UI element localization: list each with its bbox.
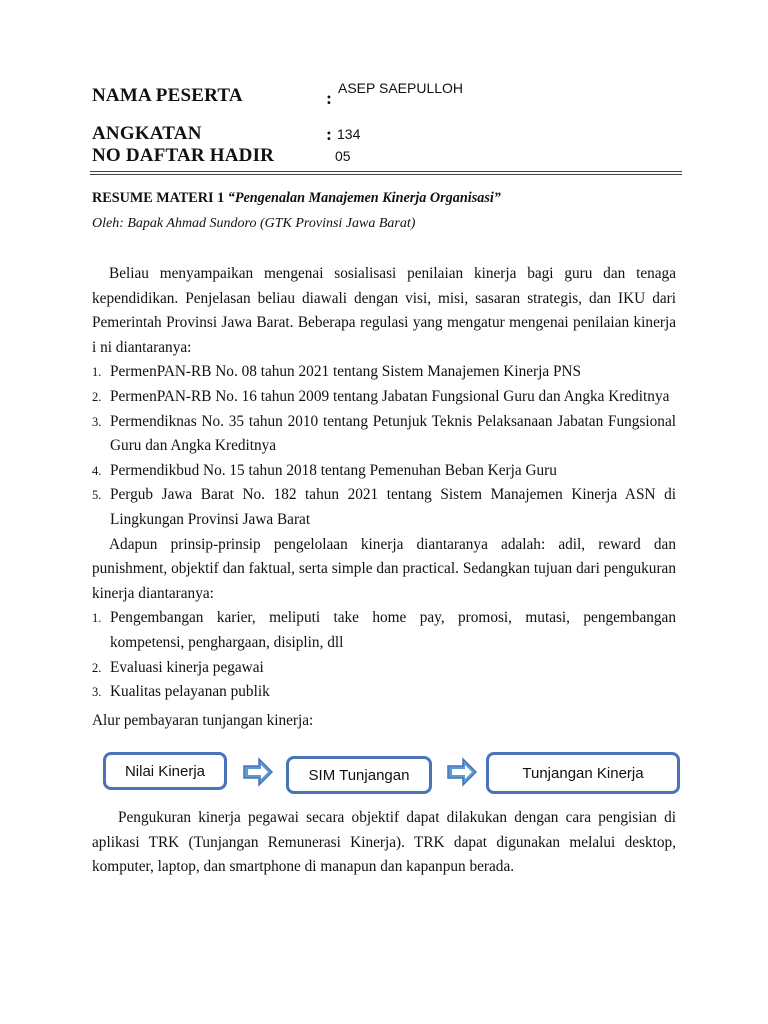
right-arrow-icon [242, 756, 274, 788]
flow-box-tunjangan-kinerja: Tunjangan Kinerja [486, 752, 680, 794]
regulation-list [92, 360, 676, 532]
paragraph-trk: Pengukuran kinerja pegawai secara objektif dapat dilakukan dengan cara pengisian di aplikasi TRK (Tunjangan Remunerasi Kinerja). TRK dapat digunakan melalui desktop, komputer, laptop, dan smartphone di manapun dan kapanpun berada. [92, 809, 676, 876]
list-item: 3. Kualitas pelayanan publik [92, 683, 270, 701]
paragraph-intro: Beliau menyampaikan mengenai sosialisasi penilaian kinerja bagi guru dan tenaga kependidikan. Penjelasan beliau diawali dengan visi, misi, sasaran strategis, dan IKU dari Pemerintah Provinsi Jawa Barat. Beberapa regulasi yang mengatur mengenai penilaian kinerja i ni diantaranya: [92, 265, 676, 356]
resume-title-prefix: RESUME MATERI 1 [92, 190, 228, 206]
list-item: 3. Permendiknas No. 35 tahun 2010 tentang Petunjuk Teknis Pelaksanaan Jabatan Fungsional Guru dan Angka Kreditnya [92, 412, 676, 455]
goals-list [92, 606, 676, 704]
no-daftar-hadir-label: NO DAFTAR HADIR [92, 145, 275, 166]
right-arrow-icon [446, 756, 478, 788]
document-body-closing [92, 806, 676, 880]
payment-flow-diagram [92, 744, 684, 800]
list-item: 5. Pergub Jawa Barat No. 182 tahun 2021 tentang Sistem Manajemen Kinerja ASN di Lingkungan Provinsi Jawa Barat [92, 486, 676, 528]
resume-title [92, 190, 501, 207]
no-daftar-hadir-value: 05 [335, 148, 351, 164]
list-item: 4. Permendikbud No. 15 tahun 2018 tentang Pemenuhan Beban Kerja Guru [92, 461, 557, 479]
list-item: 1. PermenPAN-RB No. 08 tahun 2021 tentang Sistem Manajemen Kinerja PNS [92, 363, 582, 381]
header-divider [90, 171, 682, 175]
angkatan-value: 134 [337, 126, 361, 142]
angkatan-label: ANGKATAN [92, 123, 202, 144]
paragraph-principles: Adapun prinsip-prinsip pengelolaan kinerja diantaranya adalah: adil, reward dan punishment, objektif dan faktual, serta simple dan practical. Sedangkan tujuan dari pengukuran kinerja diantaranya: [92, 535, 676, 602]
nama-peserta-label: NAMA PESERTA [92, 85, 243, 106]
list-item: 2. PermenPAN-RB No. 16 tahun 2009 tentang Jabatan Fungsional Guru dan Angka Kreditnya [92, 387, 670, 405]
list-item: 2. Evaluasi kinerja pegawai [92, 658, 264, 676]
flow-box-sim-tunjangan: SIM Tunjangan [286, 756, 432, 794]
nama-peserta-colon: : [326, 88, 332, 108]
flow-intro: Alur pembayaran tunjangan kinerja: [92, 712, 314, 729]
nama-peserta-value: ASEP SAEPULLOH [338, 80, 464, 96]
resume-author: Oleh: Bapak Ahmad Sundoro (GTK Provinsi Jawa Barat) [92, 216, 416, 231]
resume-title-topic: “Pengenalan Manajemen Kinerja Organisasi” [227, 190, 501, 206]
flow-box-nilai-kinerja: Nilai Kinerja [103, 752, 227, 790]
list-item: 1. Pengembangan karier, meliputi take home pay, promosi, mutasi, pengembangan kompetensi, penghargaan, disiplin, dll [92, 609, 676, 651]
document-body [92, 262, 676, 705]
angkatan-colon: : [326, 124, 332, 144]
